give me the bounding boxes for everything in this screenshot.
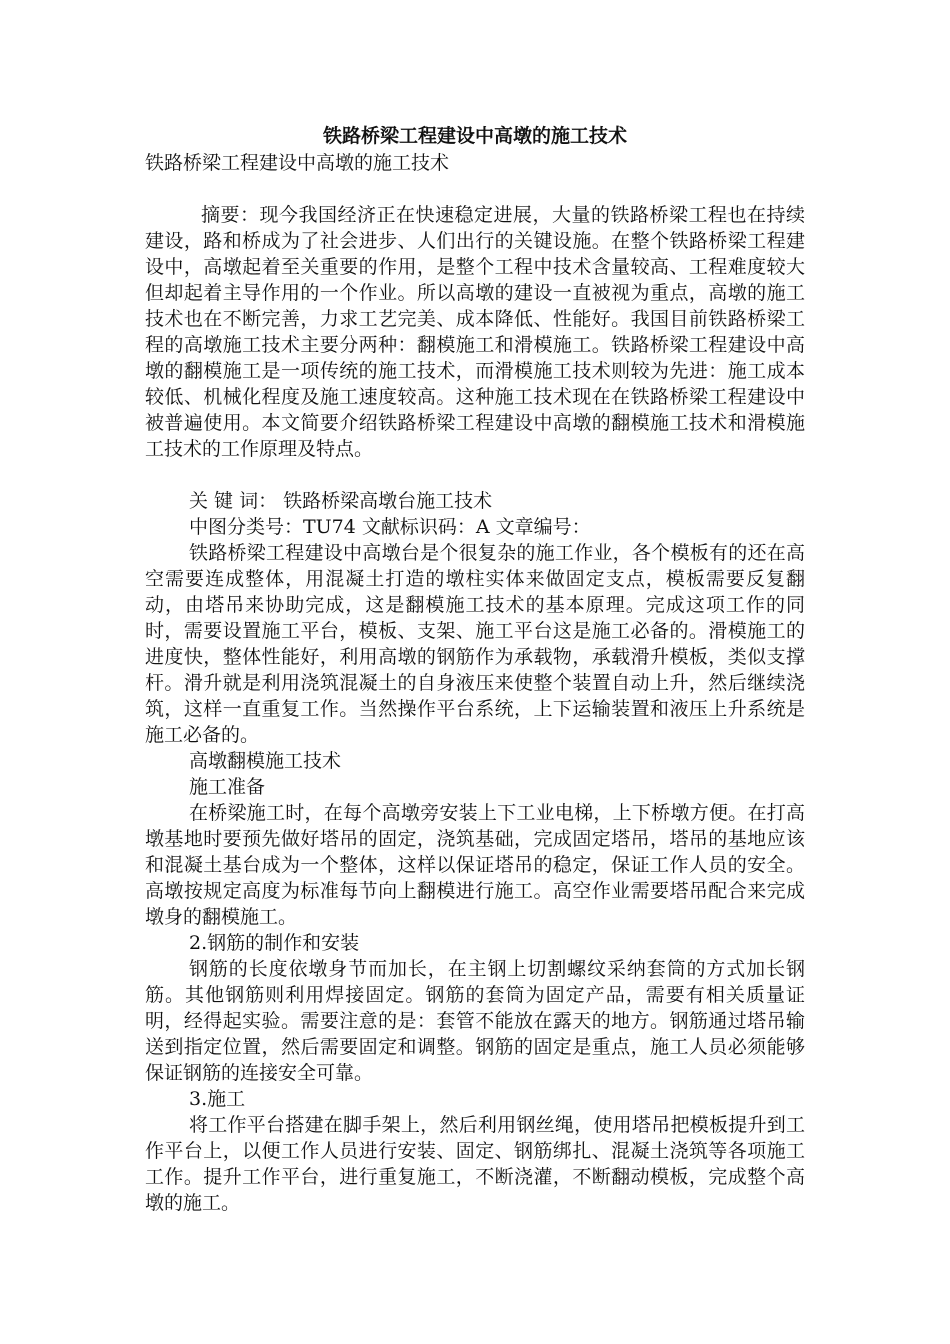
keywords-line: 关 键 词： 铁路桥梁高墩台施工技术 bbox=[189, 490, 493, 512]
abstract-paragraph: 摘要：现今我国经济正在快速稳定进展，大量的铁路桥梁工程也在持续建设，路和桥成为了社会进步、人们出行的关键设施。在整个铁路桥梁工程建设中，高墩起着至关重要的作用，是整个工程中技术含量较高、工程难度较大但却起着主导作用的一个作业。所以高墩的建设一直被视为重点，高墩的施工技术也在不断完善，力求工艺完美、成本降低、性能好。我国目前铁路桥梁工程的高墩施工技术主要分两种：翻模施工和滑模施工。铁路桥梁工程建设中高墩的翻模施工是一项传统的施工技术，而滑模施工技术则较为先进：施工成本较低、机械化程度及施工速度较高。这种施工技术现在在铁路桥梁工程建设中被普遍使用。本文简要介绍铁路桥梁工程建设中高墩的翻模施工技术和滑模施工技术的工作原理及特点。 bbox=[145, 204, 805, 460]
construction-paragraph: 将工作平台搭建在脚手架上，然后利用钢丝绳，使用塔吊把模板提升到工作平台上，以便工作人员进行安装、固定、钢筋绑扎、混凝土浇筑等各项施工工作。提升工作平台，进行重复施工，不断浇灌，不断翻动模板，完成整个高墩的施工。 bbox=[145, 1114, 805, 1214]
subsection-heading-rebar: 2.钢筋的制作和安装 bbox=[189, 932, 360, 954]
subsection-heading-preparation: 施工准备 bbox=[189, 776, 266, 798]
classification-line: 中图分类号：TU74 文献标识码：A 文章编号： bbox=[189, 516, 591, 538]
section-heading-climbing-formwork: 高墩翻模施工技术 bbox=[189, 750, 342, 772]
spacer bbox=[145, 176, 805, 202]
document-title: 铁路桥梁工程建设中高墩的施工技术 bbox=[322, 125, 627, 147]
intro-paragraph: 铁路桥梁工程建设中高墩台是个很复杂的施工作业，各个模板有的还在高空需要连成整体，用混凝土打造的墩柱实体来做固定支点，模板需要反复翻动，由塔吊来协助完成，这是翻模施工技术的基本原理。完成这项工作的同时，需要设置施工平台，模板、支架、施工平台这是施工必备的。滑模施工的进度快，整体性能好，利用高墩的钢筋作为承载物，承载滑升模板，类似支撑杆。滑升就是利用浇筑混凝土的自身液压来使整个装置自动上升，然后继续浇筑，这样一直重复工作。当然操作平台系统，上下运输装置和液压上升系统是施工必备的。 bbox=[145, 542, 805, 746]
spacer bbox=[145, 462, 805, 488]
document-subtitle: 铁路桥梁工程建设中高墩的施工技术 bbox=[145, 152, 450, 174]
subsection-heading-construction: 3.施工 bbox=[189, 1088, 246, 1110]
preparation-paragraph: 在桥梁施工时，在每个高墩旁安装上下工业电梯，上下桥墩方便。在打高墩基地时要预先做好塔吊的固定，浇筑基础，完成固定塔吊，塔吊的基地应该和混凝土基台成为一个整体，这样以保证塔吊的稳定，保证工作人员的安全。高墩按规定高度为标准每节向上翻模进行施工。高空作业需要塔吊配合来完成墩身的翻模施工。 bbox=[145, 802, 805, 928]
document-page bbox=[145, 122, 805, 1216]
rebar-paragraph: 钢筋的长度依墩身节而加长，在主钢上切割螺纹采纳套筒的方式加长钢筋。其他钢筋则利用焊接固定。钢筋的套筒为固定产品，需要有相关质量证明，经得起实验。需要注意的是：套管不能放在露天的地方。钢筋通过塔吊输送到指定位置，然后需要固定和调整。钢筋的固定是重点，施工人员必须能够保证钢筋的连接安全可靠。 bbox=[145, 958, 805, 1084]
